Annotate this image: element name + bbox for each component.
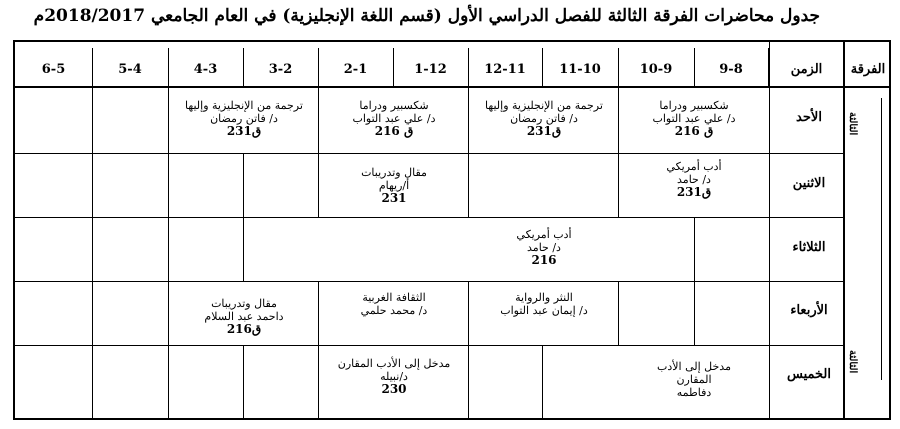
header-slot: 1-12 bbox=[414, 62, 447, 77]
slot-divider bbox=[243, 154, 244, 281]
day-wednesday: الأربعاء bbox=[790, 303, 828, 318]
slot-divider bbox=[694, 218, 695, 345]
lecture-entry: شكسبير ودراما د/ علي عبد التواب ق 216 bbox=[352, 99, 436, 138]
lecture-entry: الثقافة الغربية د/ محمد حلمي bbox=[360, 291, 428, 317]
header-slot: 12-11 bbox=[484, 62, 526, 77]
header-slot: 6-5 bbox=[41, 62, 66, 77]
header-slot: 11-10 bbox=[559, 62, 601, 77]
header-slot: 2-1 bbox=[343, 62, 368, 77]
header-slot: 4-3 bbox=[193, 62, 218, 77]
slot-divider bbox=[618, 282, 619, 345]
slot-divider bbox=[468, 88, 469, 218]
slot-divider bbox=[318, 88, 319, 218]
lecture-entry: مدخل إلى الأدب المقارن دفاطمه bbox=[657, 360, 731, 399]
slot-divider bbox=[542, 346, 543, 420]
year-label-top: الثالثة bbox=[847, 112, 858, 136]
lecture-entry: مدخل إلى الأدب المقارن د/نبيله 230 bbox=[337, 357, 451, 396]
header-group: الفرقة bbox=[850, 62, 886, 77]
page-title: جدول محاضرات الفرقة الثالثة للفصل الدراسي الأول (قسم اللغة الإنجليزية) في العام الجامعي 2018/2017م bbox=[33, 6, 820, 26]
group-column-divider bbox=[843, 40, 845, 420]
lecture-entry: مقال وتدريبات أ/ريهام 231 bbox=[361, 166, 427, 205]
row-divider bbox=[13, 153, 843, 154]
header-slot: 3-2 bbox=[268, 62, 293, 77]
lecture-entry: أدب أمريكي د/ حامد 216 bbox=[516, 228, 572, 267]
slot-divider bbox=[618, 88, 619, 218]
row-divider bbox=[13, 345, 843, 346]
lecture-entry: النثر والرواية د/ إيمان عبد التواب bbox=[500, 291, 588, 317]
day-monday: الاثنين bbox=[792, 176, 826, 191]
lecture-entry: ترجمة من الإنجليزية وإليها د/ فاتن رمضان ق231 bbox=[485, 99, 603, 138]
slot-divider bbox=[243, 346, 244, 420]
slot-divider bbox=[168, 88, 169, 420]
group-bracket-line bbox=[881, 98, 882, 380]
header-slot: 10-9 bbox=[639, 62, 673, 77]
header-slot: 5-4 bbox=[118, 62, 142, 77]
day-thursday: الخميس bbox=[787, 367, 831, 382]
slot-divider bbox=[92, 88, 93, 420]
lecture-entry: مقال وتدريبات داحمد عبد السلام ق216 bbox=[204, 297, 284, 336]
lecture-entry: ترجمة من الإنجليزية وإليها د/ فاتن رمضان ق231 bbox=[185, 99, 303, 138]
year-label-bottom: الثالثة bbox=[847, 350, 858, 374]
lecture-entry: شكسبير ودراما د/ علي عبد التواب ق 216 bbox=[652, 99, 736, 138]
slot-divider bbox=[318, 282, 319, 420]
time-column-divider bbox=[769, 40, 770, 420]
slot-divider bbox=[468, 282, 469, 420]
header-divider bbox=[768, 48, 769, 86]
row-divider bbox=[13, 281, 843, 282]
header-slot: 9-8 bbox=[719, 62, 743, 77]
header-time: الزمن bbox=[790, 62, 823, 77]
lecture-entry: أدب أمريكي د/ حامد ق231 bbox=[666, 160, 722, 199]
day-tuesday: الثلاثاء bbox=[792, 240, 826, 255]
header-divider bbox=[13, 86, 891, 88]
row-divider bbox=[13, 217, 843, 218]
day-sunday: الأحد bbox=[796, 110, 822, 125]
